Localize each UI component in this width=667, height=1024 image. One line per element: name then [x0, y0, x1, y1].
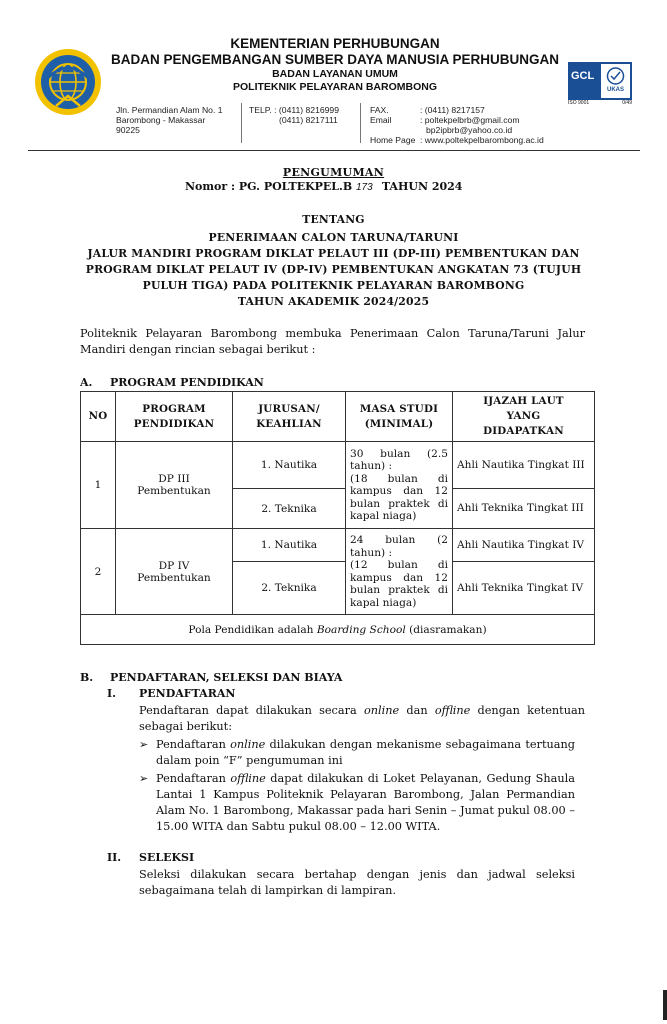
title-line: PULUH TIGA) PADA POLITEKNIK PELAYARAN BAROMBONG: [142, 279, 525, 292]
address-block: [116, 105, 241, 135]
table-row: [81, 442, 595, 489]
row-no: 2: [81, 529, 116, 615]
subsection-2-roman: II.: [107, 851, 122, 864]
selection-paragraph: [139, 867, 575, 899]
registration-list: [139, 737, 575, 835]
header-jurusan: JURUSAN/ KEAHLIAN: [233, 392, 346, 442]
email-label: Email: [370, 115, 392, 125]
row-jurusan: 2. Teknika: [233, 489, 346, 529]
subsection-1-title: PENDAFTARAN: [139, 687, 236, 700]
phone-line: (0411) 8217111: [279, 115, 338, 125]
cert-caption: [568, 100, 632, 106]
row-ijazah: Ahli Teknika Tingkat III: [453, 489, 595, 529]
contact-block: [370, 105, 570, 145]
arrow-bullet-icon: ➢: [139, 738, 149, 751]
row-no: 1: [81, 442, 116, 529]
row-jurusan: 1. Nautika: [233, 529, 346, 562]
row-ijazah: Ahli Nautika Tingkat IV: [453, 529, 595, 562]
header-masa-studi: MASA STUDI (MINIMAL): [346, 392, 453, 442]
list-item: ➢ Pendaftaran offline dapat dilakukan di Loket Pelayanan, Gedung Shaula Lantai 1 Kampus Politeknik Pelayaran Barombong, Jalan Permandian Alam No. 1 Barombong, Makassar pada hari Senin – Jumat pukul 08.00 – 15.00 WITA dan Sabtu pukul 08.00 – 12.00 WITA.: [139, 772, 575, 833]
program-table: [80, 391, 595, 645]
arrow-bullet-icon: ➢: [139, 772, 149, 785]
title-line: JALUR MANDIRI PROGRAM DIKLAT PELAUT III (DP-III) PEMBENTUKAN DAN: [87, 247, 580, 260]
list-item: ➢ Pendaftaran online dilakukan dengan mekanisme sebagaimana tertuang dalam poin “F” pengumuman ini: [139, 738, 575, 767]
row-ijazah: Ahli Teknika Tingkat IV: [453, 562, 595, 615]
row-masa-studi: 30 bulan (2.5 tahun) : (18 bulan di kampus dan 12 bulan praktek di kapal niaga): [346, 442, 453, 529]
title-line: PROGRAM DIKLAT PELAUT IV (DP-IV) PEMBENTUKAN ANGKATAN 73 (TUJUH: [85, 263, 582, 276]
subsection-1-roman: I.: [107, 687, 116, 700]
row-jurusan: 1. Nautika: [233, 442, 346, 489]
row-masa-studi: 24 bulan (2 tahun) : (12 bulan di kampus dan 12 bulan praktek di kapal niaga): [346, 529, 453, 615]
subsection-2-title: SELEKSI: [139, 851, 195, 864]
cert-badge-text: UKAS: [606, 87, 624, 93]
handwritten-number: 173: [356, 182, 373, 193]
title-line: PENERIMAAN CALON TARUNA/TARUNI: [208, 231, 459, 244]
row-jurusan: 2. Teknika: [233, 562, 346, 615]
address-line: Jln. Permandian Alam No. 1: [116, 105, 223, 115]
homepage-label: Home Page: [370, 135, 416, 145]
section-b-letter: B.: [80, 671, 94, 684]
ministry-name: KEMENTERIAN PERHUBUNGAN: [230, 36, 440, 51]
table-header-row: [81, 392, 595, 442]
announcement-number: [185, 180, 485, 193]
homepage-value: : www.poltekpelbarombong.ac.id: [420, 135, 544, 145]
header-program: PROGRAM PENDIDIKAN: [116, 392, 233, 442]
number-suffix: TAHUN 2024: [381, 180, 463, 193]
section-b-title: PENDAFTARAN, SELEKSI DAN BIAYA: [110, 671, 343, 684]
table-row: [81, 529, 595, 562]
address-line: Barombong - Makassar: [116, 115, 206, 125]
registration-paragraph: Pendaftaran dapat dilakukan secara online dan offline dengan ketentuan sebagai berikut:: [139, 704, 585, 733]
announcement-heading: PENGUMUMAN: [282, 166, 385, 179]
phone-line: TELP. : (0411) 8216999: [249, 105, 339, 115]
table-footer-row: [81, 615, 595, 645]
scan-edge-mark: [663, 990, 667, 1020]
phone-block: [249, 105, 349, 125]
cert-caption-right: 0/49: [622, 100, 632, 106]
row-program: DP IV Pembentukan: [116, 529, 233, 615]
header-ijazah: IJAZAH LAUT YANG DIDAPATKAN: [453, 392, 595, 442]
fax-label: FAX.: [370, 105, 389, 115]
email-value: : poltekpelbrb@gmail.com: [420, 115, 520, 125]
number-prefix: Nomor : PG. POLTEKPEL.B: [185, 180, 353, 193]
letterhead-title: [110, 36, 560, 94]
letterhead-divider: [28, 150, 640, 151]
cert-caption-left: ISO 9001: [568, 100, 590, 106]
section-a-title: PROGRAM PENDIDIKAN: [110, 376, 264, 389]
institution-name: POLITEKNIK PELAYARAN BAROMBONG: [233, 81, 437, 93]
header-no: NO: [81, 392, 116, 442]
agency-name: BADAN PENGEMBANGAN SUMBER DAYA MANUSIA PERHUBUNGAN: [110, 52, 560, 67]
row-program: DP III Pembentukan: [116, 442, 233, 529]
title-line: TAHUN AKADEMIK 2024/2025: [237, 295, 430, 308]
email-value-2: bp2ipbrb@yahoo.co.id: [426, 125, 513, 135]
intro-text: Politeknik Pelayaran Barombong membuka Penerimaan Calon Taruna/Taruni Jalur Mandiri dengan rincian sebagai berikut :: [80, 327, 585, 356]
intro-paragraph: [80, 326, 585, 358]
section-a-letter: A.: [80, 376, 93, 389]
about-label: TENTANG: [302, 213, 365, 226]
selection-text: Seleksi dilakukan secara bertahap dengan jenis dan jadwal seleksi sebagaimana telah di lampirkan di lampiran.: [139, 868, 575, 897]
education-pattern-note: Pola Pendidikan adalah Boarding School (diasramakan): [81, 615, 595, 645]
fax-value: : (0411) 8217157: [420, 105, 485, 115]
row-ijazah: Ahli Nautika Tingkat III: [453, 442, 595, 489]
cert-logo-text: GCL: [571, 70, 595, 82]
ministry-emblem-icon: [34, 48, 102, 116]
unit-name: BADAN LAYANAN UMUM: [272, 68, 398, 80]
certification-logo-icon: [568, 62, 632, 100]
address-line: 90225: [116, 125, 140, 135]
